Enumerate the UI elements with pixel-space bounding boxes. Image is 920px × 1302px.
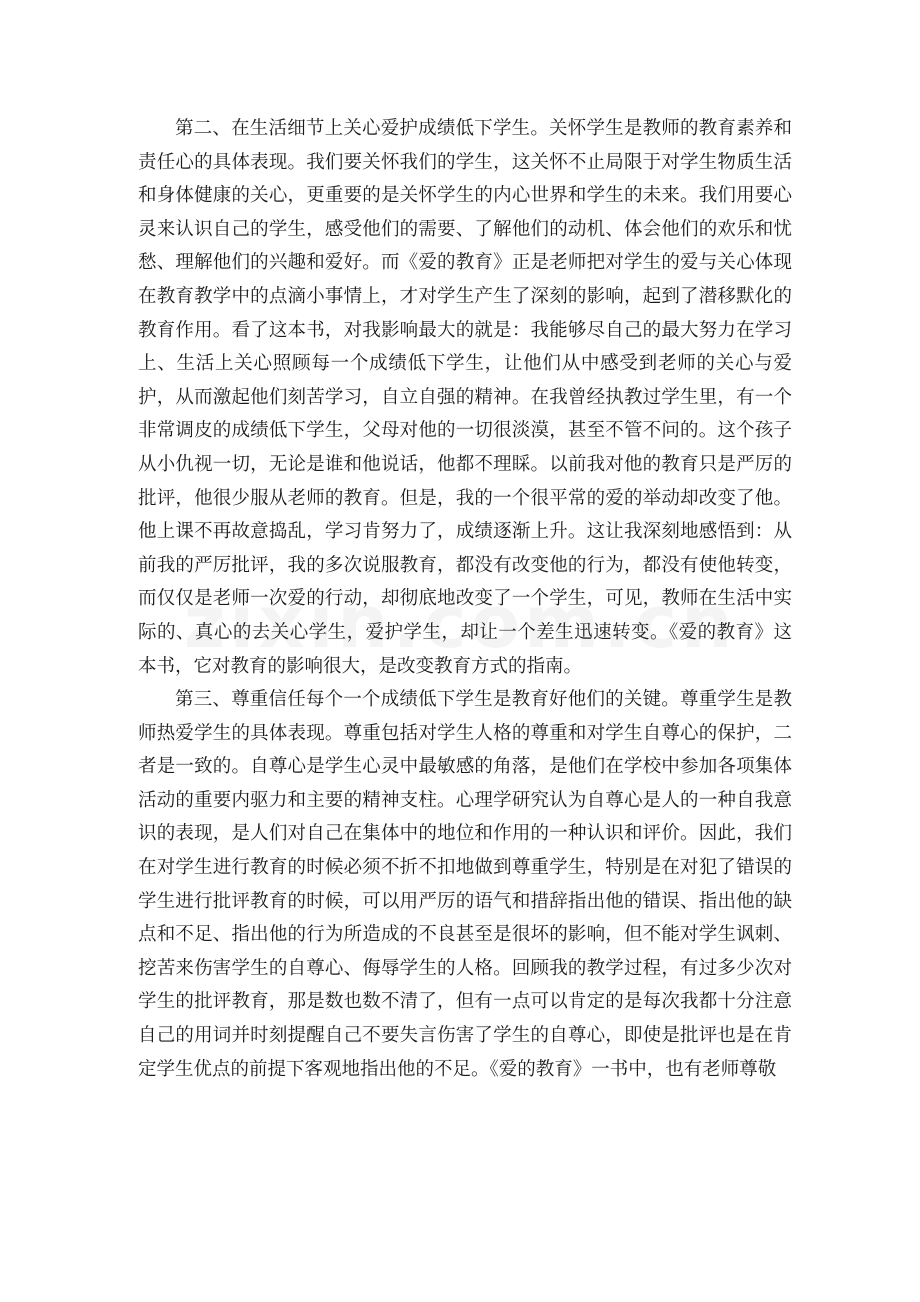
paragraph-second: 第二、在生活细节上关心爱护成绩低下学生。关怀学生是教师的教育素养和责任心的具体表现。我们要关怀我们的学生，这关怀不止局限于对学生物质生活和身体健康的关心，更重要的是关怀学生的内心世界和学生的未来。我们用要心灵来认识自己的学生，感受他们的需要、了解他们的动机、体会他们的欢乐和忧愁、理解他们的兴趣和爱好。而《爱的教育》正是老师把对学生的爱与关心体现在教育教学中的点滴小事情上，才对学生产生了深刻的影响，起到了潜移默化的教育作用。看了这本书，对我影响最大的就是：我能够尽自己的最大努力在学习上、生活上关心照顾每一个成绩低下学生，让他们从中感受到老师的关心与爱护，从而激起他们刻苦学习，自立自强的精神。在我曾经执教过学生里，有一个非常调皮的成绩低下学生，父母对他的一切很淡漠，甚至不管不问的。这个孩子从小仇视一切，无论是谁和他说话，他都不理睬。以前我对他的教育只是严厉的批评，他很少服从老师的教育。但是，我的一个很平常的爱的举动却改变了他。他上课不再故意捣乱，学习肯努力了，成绩逐渐上升。这让我深刻地感悟到：从前我的严厉批评，我的多次说服教育，都没有改变他的行为，都没有使他转变，而仅仅是老师一次爱的行动，却彻底地改变了一个学生，可见，教师在生活中实际的、真心的去关心学生，爱护学生，却让一个差生迅速转变。《爱的教育》这本书，它对教育的影响很大，是改变教育方式的指南。 [138, 118, 792, 677]
paragraph-third: 第三、尊重信任每个一个成绩低下学生是教育好他们的关键。尊重学生是教师热爱学生的具体表现。尊重包括对学生人格的尊重和对学生自尊心的保护，二者是一致的。自尊心是学生心灵中最敏感的角落，是他们在学校中参加各项集体活动的重要内驱力和主要的精神支柱。心理学研究认为自尊心是人的一种自我意识的表现，是人们对自己在集体中的地位和作用的一种认识和评价。因此，我们在对学生进行教育的时候必须不折不扣地做到尊重学生，特别是在对犯了错误的学生进行批评教育的时候，可以用严厉的语气和措辞指出他的错误、指出他的缺点和不足、指出他的行为所造成的不良甚至是很坏的影响，但不能对学生讽刺、挖苦来伤害学生的自尊心、侮辱学生的人格。回顾我的教学过程，有过多少次对学生的批评教育，那是数也数不清了，但有一点可以肯定的是每次我都十分注意自己的用词并时刻提醒自己不要失言伤害了学生的自尊心，即使是批评也是在肯定学生优点的前提下客观地指出他的不足。《爱的教育》一书中，也有老师尊敬 [138, 689, 792, 1080]
document-body [138, 112, 792, 1086]
